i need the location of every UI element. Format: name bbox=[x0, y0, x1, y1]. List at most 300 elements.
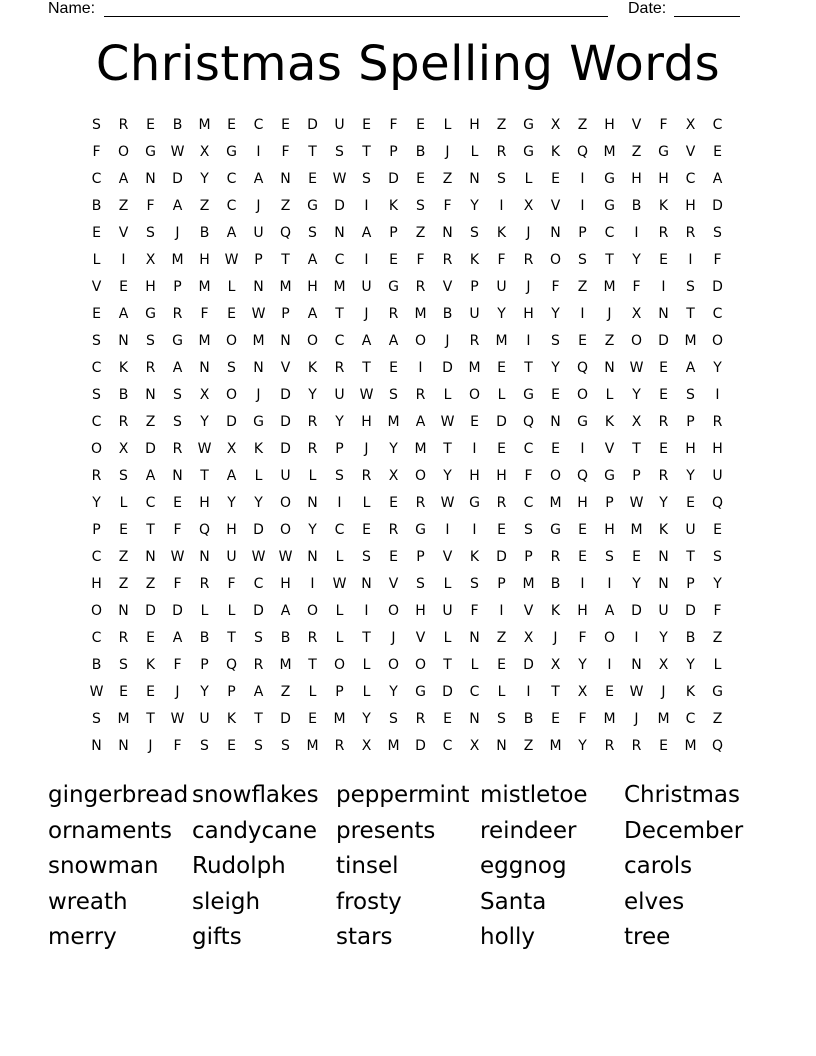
grid-letter: T bbox=[227, 630, 236, 646]
grid-letter: Y bbox=[686, 657, 695, 673]
grid-letter: I bbox=[634, 225, 639, 241]
grid-letter: S bbox=[416, 198, 425, 214]
grid-letter: O bbox=[468, 387, 481, 403]
grid-letter: Z bbox=[712, 711, 723, 727]
grid-letter: L bbox=[524, 171, 533, 187]
grid-letter: M bbox=[117, 711, 130, 727]
grid-letter: Q bbox=[576, 144, 589, 160]
grid-letter: O bbox=[387, 657, 400, 673]
grid-letter: P bbox=[389, 225, 398, 241]
word-bank-item: wreath bbox=[48, 888, 128, 915]
grid-letter: X bbox=[550, 657, 561, 673]
grid-letter: I bbox=[472, 441, 477, 457]
grid-letter: L bbox=[470, 144, 479, 160]
grid-letter: W bbox=[170, 144, 185, 160]
grid-letter: O bbox=[603, 630, 616, 646]
grid-row bbox=[83, 679, 731, 706]
grid-letter: Y bbox=[254, 495, 263, 511]
grid-letter: I bbox=[499, 603, 504, 619]
grid-letter: K bbox=[469, 549, 480, 565]
grid-letter: H bbox=[604, 117, 615, 133]
grid-letter: J bbox=[364, 441, 369, 457]
grid-letter: W bbox=[251, 549, 266, 565]
grid-letter: T bbox=[443, 441, 452, 457]
grid-letter: S bbox=[362, 171, 371, 187]
grid-letter: D bbox=[496, 414, 507, 430]
grid-letter: Z bbox=[604, 333, 615, 349]
grid-letter: D bbox=[685, 603, 696, 619]
grid-letter: H bbox=[631, 171, 642, 187]
grid-letter: E bbox=[632, 549, 641, 565]
grid-letter: J bbox=[526, 225, 531, 241]
grid-letter: F bbox=[470, 603, 479, 619]
grid-letter: E bbox=[551, 441, 560, 457]
grid-letter: Y bbox=[92, 495, 101, 511]
grid-letter: T bbox=[524, 360, 533, 376]
grid-letter: I bbox=[364, 252, 369, 268]
grid-letter: R bbox=[550, 549, 561, 565]
grid-letter: I bbox=[580, 171, 585, 187]
grid-letter: E bbox=[470, 414, 479, 430]
grid-letter: N bbox=[172, 468, 183, 484]
grid-letter: D bbox=[145, 441, 156, 457]
grid-letter: P bbox=[281, 306, 290, 322]
grid-letter: Y bbox=[308, 522, 317, 538]
grid-row bbox=[83, 328, 731, 355]
grid-letter: D bbox=[226, 414, 237, 430]
grid-letter: R bbox=[658, 414, 669, 430]
grid-letter: I bbox=[337, 495, 342, 511]
grid-letter: Z bbox=[145, 414, 156, 430]
grid-letter: A bbox=[712, 171, 723, 187]
grid-letter: C bbox=[334, 522, 345, 538]
grid-letter: C bbox=[226, 198, 237, 214]
grid-letter: N bbox=[604, 360, 615, 376]
grid-letter: H bbox=[577, 603, 588, 619]
grid-letter: B bbox=[280, 630, 291, 646]
word-bank-item: presents bbox=[336, 817, 436, 844]
grid-letter: H bbox=[685, 441, 696, 457]
grid-letter: X bbox=[226, 441, 237, 457]
grid-letter: N bbox=[118, 603, 129, 619]
grid-row bbox=[83, 193, 731, 220]
grid-letter: V bbox=[631, 117, 642, 133]
word-bank-item: reindeer bbox=[480, 817, 577, 844]
grid-row bbox=[83, 625, 731, 652]
grid-letter: I bbox=[364, 603, 369, 619]
grid-letter: C bbox=[226, 171, 237, 187]
grid-letter: B bbox=[523, 711, 534, 727]
grid-letter: C bbox=[334, 333, 345, 349]
word-bank-item: mistletoe bbox=[480, 782, 588, 808]
grid-letter: F bbox=[200, 306, 209, 322]
grid-letter: H bbox=[145, 279, 156, 295]
grid-letter: J bbox=[256, 198, 261, 214]
grid-letter: E bbox=[605, 684, 614, 700]
grid-letter: S bbox=[227, 360, 236, 376]
grid-letter: V bbox=[415, 630, 426, 646]
grid-letter: S bbox=[308, 225, 317, 241]
grid-letter: I bbox=[364, 198, 369, 214]
grid-letter: A bbox=[118, 306, 129, 322]
grid-letter: Z bbox=[199, 198, 210, 214]
grid-letter: R bbox=[91, 468, 102, 484]
grid-letter: J bbox=[256, 387, 261, 403]
grid-letter: A bbox=[226, 468, 237, 484]
grid-letter: K bbox=[388, 198, 399, 214]
grid-letter: S bbox=[686, 387, 695, 403]
grid-letter: N bbox=[91, 738, 102, 754]
grid-letter: Q bbox=[198, 522, 211, 538]
grid-letter: P bbox=[389, 144, 398, 160]
grid-letter: D bbox=[307, 117, 318, 133]
grid-letter: G bbox=[712, 684, 723, 700]
grid-letter: N bbox=[253, 360, 264, 376]
grid-letter: U bbox=[253, 225, 264, 241]
grid-letter: W bbox=[629, 495, 644, 511]
grid-letter: S bbox=[686, 279, 695, 295]
grid-letter: E bbox=[497, 441, 506, 457]
grid-letter: G bbox=[253, 414, 264, 430]
grid-letter: L bbox=[605, 387, 614, 403]
grid-letter: L bbox=[362, 684, 371, 700]
grid-letter: L bbox=[443, 630, 452, 646]
grid-letter: Y bbox=[200, 414, 209, 430]
grid-letter: R bbox=[658, 468, 669, 484]
name-blank-line bbox=[104, 16, 608, 17]
page-title: Christmas Spelling Words bbox=[95, 36, 721, 92]
grid-letter: I bbox=[580, 198, 585, 214]
grid-letter: J bbox=[364, 306, 369, 322]
grid-letter: A bbox=[172, 198, 183, 214]
grid-letter: I bbox=[715, 387, 720, 403]
grid-letter: S bbox=[173, 414, 182, 430]
grid-letter: T bbox=[200, 468, 209, 484]
grid-letter: R bbox=[145, 360, 156, 376]
grid-letter: D bbox=[496, 549, 507, 565]
grid-letter: P bbox=[254, 252, 263, 268]
grid-letter: S bbox=[713, 225, 722, 241]
grid-letter: F bbox=[92, 144, 101, 160]
grid-letter: N bbox=[253, 279, 264, 295]
grid-letter: K bbox=[253, 441, 264, 457]
grid-letter: L bbox=[119, 495, 128, 511]
grid-letter: M bbox=[549, 495, 562, 511]
grid-letter: L bbox=[362, 495, 371, 511]
grid-letter: V bbox=[442, 549, 453, 565]
grid-letter: G bbox=[604, 171, 615, 187]
grid-letter: E bbox=[416, 117, 425, 133]
grid-letter: W bbox=[629, 684, 644, 700]
grid-letter: E bbox=[578, 549, 587, 565]
grid-letter: X bbox=[199, 387, 210, 403]
grid-letter: E bbox=[389, 495, 398, 511]
grid-letter: H bbox=[604, 522, 615, 538]
grid-letter: F bbox=[632, 279, 641, 295]
grid-letter: R bbox=[172, 306, 183, 322]
grid-letter: F bbox=[173, 576, 182, 592]
grid-letter: E bbox=[713, 144, 722, 160]
grid-letter: C bbox=[91, 171, 102, 187]
word-bank bbox=[48, 778, 768, 956]
grid-letter: C bbox=[685, 171, 696, 187]
grid-letter: H bbox=[307, 279, 318, 295]
word-bank-item: frosty bbox=[336, 888, 402, 915]
grid-letter: H bbox=[469, 117, 480, 133]
grid-letter: T bbox=[551, 684, 560, 700]
grid-letter: X bbox=[523, 630, 534, 646]
grid-letter: E bbox=[308, 171, 317, 187]
grid-letter: A bbox=[361, 333, 372, 349]
grid-letter: S bbox=[92, 333, 101, 349]
grid-letter: Y bbox=[227, 495, 236, 511]
grid-letter: H bbox=[496, 468, 507, 484]
grid-letter: R bbox=[118, 117, 129, 133]
grid-letter: J bbox=[148, 738, 153, 754]
date-label: Date: bbox=[628, 0, 667, 17]
grid-letter: N bbox=[469, 171, 480, 187]
grid-letter: Y bbox=[713, 576, 722, 592]
grid-letter: F bbox=[416, 252, 425, 268]
grid-letter: E bbox=[659, 738, 668, 754]
grid-letter: D bbox=[280, 387, 291, 403]
grid-row bbox=[83, 544, 731, 571]
grid-letter: Y bbox=[632, 576, 641, 592]
grid-row bbox=[83, 490, 731, 517]
grid-letter: G bbox=[307, 198, 318, 214]
grid-letter: O bbox=[576, 387, 589, 403]
grid-letter: E bbox=[173, 495, 182, 511]
word-bank-item: sleigh bbox=[192, 888, 261, 915]
grid-letter: M bbox=[549, 738, 562, 754]
grid-letter: S bbox=[470, 225, 479, 241]
word-bank-item: December bbox=[624, 817, 744, 844]
grid-letter: W bbox=[332, 576, 347, 592]
grid-letter: E bbox=[686, 495, 695, 511]
grid-letter: F bbox=[578, 711, 587, 727]
grid-letter: P bbox=[497, 576, 506, 592]
grid-letter: O bbox=[711, 333, 724, 349]
grid-letter: R bbox=[172, 441, 183, 457]
grid-letter: Y bbox=[443, 468, 452, 484]
grid-letter: I bbox=[634, 630, 639, 646]
grid-letter: I bbox=[310, 576, 315, 592]
grid-letter: W bbox=[170, 711, 185, 727]
grid-letter: F bbox=[146, 198, 155, 214]
grid-letter: K bbox=[550, 603, 561, 619]
grid-letter: E bbox=[227, 738, 236, 754]
grid-letter: O bbox=[549, 252, 562, 268]
grid-letter: R bbox=[118, 630, 129, 646]
grid-letter: X bbox=[577, 684, 588, 700]
grid-letter: Z bbox=[577, 117, 588, 133]
grid-letter: V bbox=[91, 279, 102, 295]
grid-letter: B bbox=[415, 144, 426, 160]
grid-letter: S bbox=[524, 522, 533, 538]
grid-letter: N bbox=[550, 225, 561, 241]
grid-letter: M bbox=[387, 738, 400, 754]
grid-letter: R bbox=[307, 630, 318, 646]
grid-letter: P bbox=[470, 279, 479, 295]
grid-letter: X bbox=[685, 117, 696, 133]
grid-letter: L bbox=[227, 603, 236, 619]
word-bank-item: peppermint bbox=[336, 782, 470, 808]
grid-letter: V bbox=[523, 603, 534, 619]
grid-row bbox=[83, 382, 731, 409]
grid-letter: L bbox=[254, 468, 263, 484]
grid-row bbox=[83, 706, 731, 733]
grid-letter: H bbox=[91, 576, 102, 592]
grid-letter: J bbox=[553, 630, 558, 646]
grid-letter: Z bbox=[442, 171, 453, 187]
grid-letter: F bbox=[443, 198, 452, 214]
grid-letter: E bbox=[389, 549, 398, 565]
grid-letter: K bbox=[226, 711, 237, 727]
grid-letter: S bbox=[389, 387, 398, 403]
grid-letter: W bbox=[332, 171, 347, 187]
grid-letter: X bbox=[388, 468, 399, 484]
grid-letter: R bbox=[334, 738, 345, 754]
grid-letter: D bbox=[712, 279, 723, 295]
grid-letter: I bbox=[256, 144, 261, 160]
grid-letter: E bbox=[578, 333, 587, 349]
grid-letter: M bbox=[657, 711, 670, 727]
grid-letter: L bbox=[362, 657, 371, 673]
grid-letter: M bbox=[171, 252, 184, 268]
grid-letter: G bbox=[415, 684, 426, 700]
grid-letter: K bbox=[118, 360, 129, 376]
grid-letter: Y bbox=[551, 360, 560, 376]
grid-letter: L bbox=[227, 279, 236, 295]
grid-letter: Z bbox=[280, 684, 291, 700]
grid-letter: A bbox=[415, 414, 426, 430]
grid-letter: A bbox=[145, 468, 156, 484]
grid-letter: G bbox=[145, 306, 156, 322]
grid-letter: G bbox=[523, 144, 534, 160]
grid-letter: C bbox=[334, 252, 345, 268]
grid-letter: R bbox=[604, 738, 615, 754]
grid-letter: S bbox=[119, 657, 128, 673]
grid-letter: S bbox=[92, 711, 101, 727]
grid-letter: Q bbox=[522, 414, 535, 430]
grid-letter: Z bbox=[118, 576, 129, 592]
grid-letter: P bbox=[335, 684, 344, 700]
grid-letter: Z bbox=[631, 144, 642, 160]
grid-letter: S bbox=[470, 576, 479, 592]
grid-letter: M bbox=[198, 333, 211, 349]
word-bank-item: snowflakes bbox=[192, 782, 319, 808]
word-bank-item: eggnog bbox=[480, 853, 567, 879]
grid-letter: W bbox=[440, 495, 455, 511]
grid-letter: F bbox=[281, 144, 290, 160]
grid-letter: G bbox=[550, 522, 561, 538]
grid-letter: G bbox=[388, 279, 399, 295]
grid-letter: K bbox=[604, 414, 615, 430]
grid-letter: G bbox=[577, 414, 588, 430]
grid-letter: S bbox=[146, 333, 155, 349]
grid-letter: D bbox=[253, 603, 264, 619]
grid-letter: D bbox=[523, 657, 534, 673]
grid-letter: J bbox=[175, 225, 180, 241]
grid-letter: D bbox=[280, 414, 291, 430]
grid-letter: W bbox=[278, 549, 293, 565]
grid-letter: I bbox=[445, 522, 450, 538]
grid-letter: C bbox=[91, 360, 102, 376]
date-blank-line bbox=[674, 16, 740, 17]
grid-letter: S bbox=[146, 225, 155, 241]
grid-letter: U bbox=[280, 468, 291, 484]
grid-letter: A bbox=[307, 306, 318, 322]
grid-letter: F bbox=[227, 576, 236, 592]
grid-letter: M bbox=[198, 279, 211, 295]
grid-letter: Z bbox=[496, 117, 507, 133]
grid-letter: F bbox=[497, 252, 506, 268]
grid-letter: E bbox=[713, 522, 722, 538]
grid-letter: A bbox=[226, 225, 237, 241]
grid-letter: K bbox=[496, 225, 507, 241]
grid-letter: C bbox=[469, 684, 480, 700]
grid-letter: M bbox=[630, 522, 643, 538]
grid-letter: Z bbox=[280, 198, 291, 214]
grid-row bbox=[83, 112, 731, 139]
grid-letter: A bbox=[253, 684, 264, 700]
grid-letter: M bbox=[603, 144, 616, 160]
grid-letter: M bbox=[306, 738, 319, 754]
grid-letter: M bbox=[414, 441, 427, 457]
grid-letter: E bbox=[146, 630, 155, 646]
grid-letter: W bbox=[89, 684, 104, 700]
grid-letter: N bbox=[118, 333, 129, 349]
grid-letter: G bbox=[658, 144, 669, 160]
grid-row bbox=[83, 463, 731, 490]
grid-letter: L bbox=[308, 684, 317, 700]
grid-letter: S bbox=[335, 468, 344, 484]
grid-letter: R bbox=[415, 711, 426, 727]
grid-letter: S bbox=[497, 711, 506, 727]
grid-letter: N bbox=[118, 738, 129, 754]
grid-letter: Q bbox=[225, 657, 238, 673]
grid-letter: M bbox=[198, 117, 211, 133]
grid-letter: V bbox=[604, 441, 615, 457]
grid-letter: M bbox=[468, 360, 481, 376]
grid-letter: N bbox=[658, 549, 669, 565]
grid-letter: S bbox=[551, 333, 560, 349]
grid-letter: M bbox=[684, 738, 697, 754]
grid-letter: P bbox=[578, 225, 587, 241]
grid-letter: E bbox=[119, 684, 128, 700]
grid-letter: O bbox=[306, 333, 319, 349]
grid-letter: A bbox=[280, 603, 291, 619]
grid-letter: D bbox=[280, 711, 291, 727]
grid-letter: E bbox=[551, 171, 560, 187]
grid-letter: W bbox=[170, 549, 185, 565]
grid-letter: D bbox=[280, 441, 291, 457]
grid-letter: R bbox=[469, 333, 480, 349]
grid-letter: E bbox=[146, 117, 155, 133]
grid-letter: N bbox=[361, 576, 372, 592]
grid-letter: N bbox=[550, 414, 561, 430]
grid-letter: R bbox=[712, 414, 723, 430]
grid-letter: P bbox=[632, 468, 641, 484]
grid-letter: E bbox=[551, 387, 560, 403]
grid-letter: R bbox=[415, 279, 426, 295]
grid-letter: V bbox=[388, 576, 399, 592]
grid-letter: E bbox=[362, 117, 371, 133]
grid-letter: L bbox=[200, 603, 209, 619]
grid-letter: P bbox=[335, 441, 344, 457]
word-bank-item: gifts bbox=[192, 924, 242, 950]
grid-letter: S bbox=[173, 387, 182, 403]
